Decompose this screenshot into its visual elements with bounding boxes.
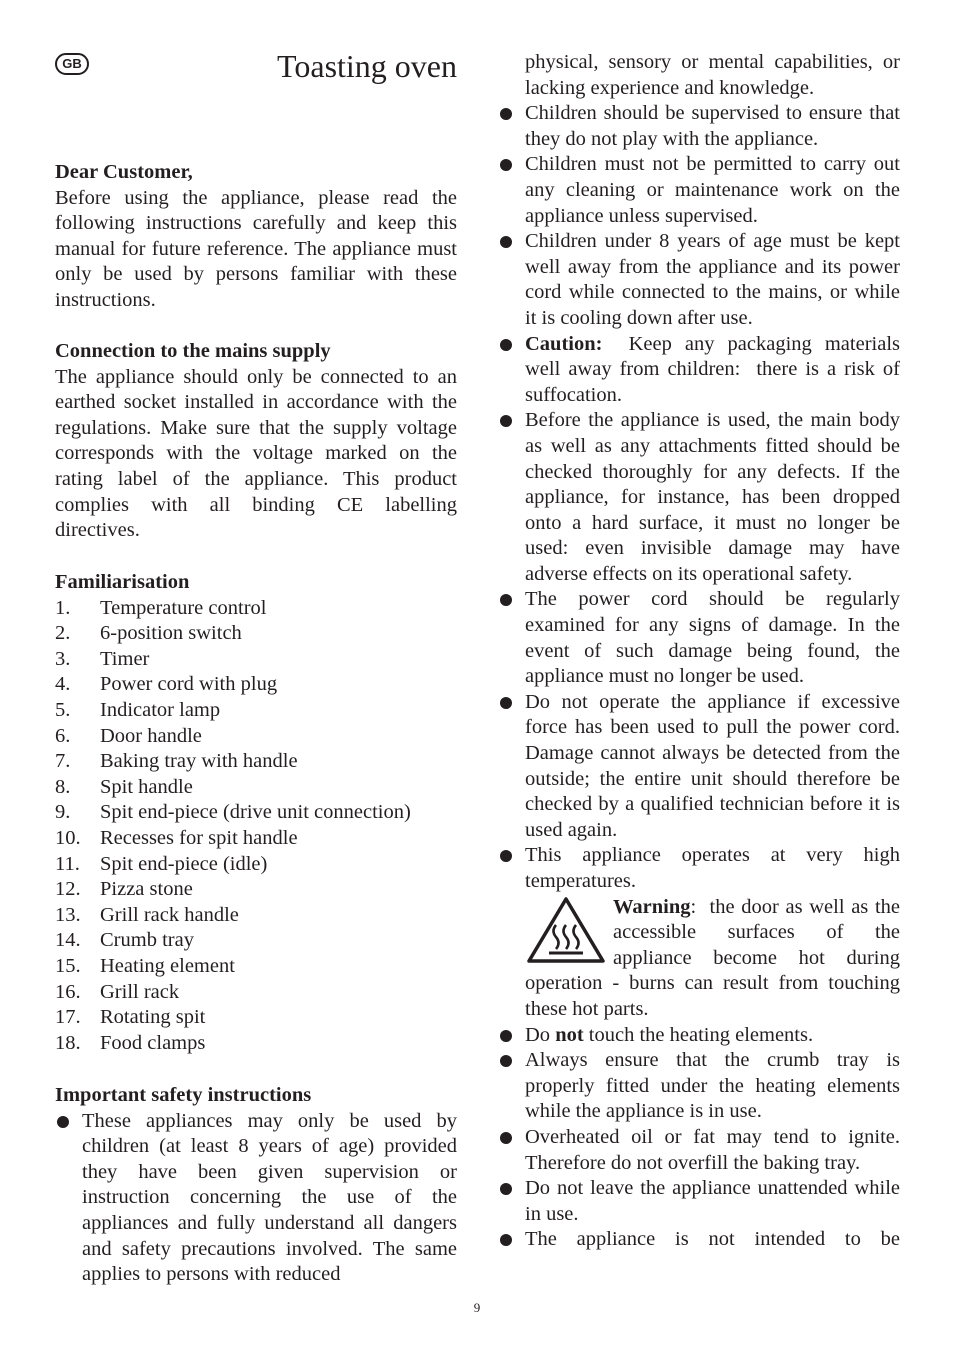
list-item xyxy=(55,877,457,903)
item-number: 6. xyxy=(55,724,71,747)
safety-bullet xyxy=(498,1125,900,1176)
item-number: 4. xyxy=(55,673,71,696)
item-label: Door handle xyxy=(100,724,202,747)
bullet-text: Children must not be permitted to carry out any cleaning or maintenance work on the appliance unless supervised. xyxy=(525,153,900,227)
item-number: 9. xyxy=(55,801,71,824)
safety-bullet xyxy=(498,101,900,152)
bullet-dot xyxy=(57,1116,69,1128)
item-number: 13. xyxy=(55,903,81,926)
list-item xyxy=(55,1031,457,1057)
item-number: 10. xyxy=(55,826,81,849)
page-title: Toasting oven xyxy=(277,48,457,84)
list-item xyxy=(55,596,457,622)
item-label: Spit end-piece (idle) xyxy=(100,852,268,875)
safety-bullet xyxy=(498,1176,900,1227)
intro-text: Before using the appliance, please read the following instructions carefully and keep this manual for future reference. The appliance must only be used by persons familiar with these instructions. xyxy=(55,186,457,311)
list-item xyxy=(55,698,457,724)
bullet-text: physical, sensory or mental capabilities, or lacking experience and knowledge. xyxy=(525,51,900,99)
bullet-dot xyxy=(500,697,512,709)
familiarisation-heading: Familiarisation xyxy=(55,571,190,593)
list-item xyxy=(55,826,457,852)
item-label: Spit end-piece (drive unit connection) xyxy=(100,801,411,824)
familiarisation-section xyxy=(55,570,457,1056)
item-label: Rotating spit xyxy=(100,1006,206,1029)
list-item xyxy=(55,852,457,878)
item-label: Pizza stone xyxy=(100,878,193,901)
item-label: Grill rack handle xyxy=(100,903,239,926)
bullet-dot xyxy=(500,1132,512,1144)
item-label: Crumb tray xyxy=(100,929,194,952)
list-item xyxy=(55,621,457,647)
bullet-dot xyxy=(500,850,512,862)
list-item xyxy=(55,775,457,801)
safety-bullet xyxy=(498,229,900,331)
item-label: Recesses for spit handle xyxy=(100,826,298,849)
item-label: Food clamps xyxy=(100,1031,206,1054)
bullet-text: These appliances may only be used by children (at least 8 years of age) provided they have been given supervision or instruction concerning the use of the appliances and fully understand all dangers and safety precautions involved. The same applies to persons with reduced xyxy=(82,1109,457,1286)
item-number: 18. xyxy=(55,1031,81,1054)
list-item xyxy=(55,1005,457,1031)
list-item xyxy=(55,724,457,750)
item-label: Heating element xyxy=(100,954,235,977)
item-number: 12. xyxy=(55,878,81,901)
bullet-dot xyxy=(500,1055,512,1067)
bullet-text: Do not operate the appliance if excessive force has been used to pull the power cord. Damage cannot always be detected from the outside; the entire unit should therefore be checked by a qualified technician before it is used again. xyxy=(525,690,900,841)
item-label: Baking tray with handle xyxy=(100,750,298,773)
bullet-text: touch the heating elements. xyxy=(583,1023,814,1046)
bullet-dot xyxy=(500,236,512,248)
item-label: Temperature control xyxy=(100,596,267,619)
list-item xyxy=(55,749,457,775)
bullet-dot xyxy=(500,159,512,171)
warning-label: Warning xyxy=(613,895,691,918)
safety-bullet xyxy=(498,332,906,409)
list-item xyxy=(55,647,457,673)
page-number: 9 xyxy=(473,1300,481,1315)
safety-bullet xyxy=(498,690,900,844)
bullet-text: Children should be supervised to ensure that they do not play with the appliance. xyxy=(525,102,900,150)
item-number: 3. xyxy=(55,647,71,670)
bullet-text: The power cord should be regularly examined for any signs of damage. In the event of such damage being found, the appliance must no longer be used. xyxy=(525,588,900,688)
mains-text: The appliance should only be connected to an earthed socket installed in accordance with the regulations. Make sure that the supply voltage corresponds with the voltage marked on the rating label of the appliance. This product complies with all binding CE labelling directives. xyxy=(55,365,457,542)
emphasis-not: not xyxy=(555,1023,584,1046)
safety-section xyxy=(55,1083,457,1288)
mains-section xyxy=(55,339,457,544)
list-item xyxy=(55,980,457,1006)
list-item xyxy=(55,903,457,929)
item-label: Grill rack xyxy=(100,980,180,1003)
safety-bullet xyxy=(498,1227,900,1253)
safety-heading: Important safety instructions xyxy=(55,1084,312,1106)
bullet-text: : the door as well as the accessible surfaces of the appliance become hot during operation - burns can result from touching these hot parts. xyxy=(525,895,906,1020)
caution-label: Caution: xyxy=(525,332,603,355)
item-number: 1. xyxy=(55,596,71,619)
item-number: 16. xyxy=(55,980,81,1003)
item-label: 6-position switch xyxy=(100,622,242,645)
item-number: 17. xyxy=(55,1006,81,1029)
intro-section xyxy=(55,160,457,314)
continued-text xyxy=(498,50,900,101)
item-number: 2. xyxy=(55,622,71,645)
item-label: Timer xyxy=(100,647,150,670)
intro-heading: Dear Customer, xyxy=(55,161,193,183)
language-badge: GB xyxy=(55,53,89,75)
bullet-dot xyxy=(500,1183,512,1195)
safety-continued xyxy=(498,50,906,1253)
safety-bullet xyxy=(498,1023,900,1049)
item-number: 5. xyxy=(55,698,71,721)
bullet-dot xyxy=(500,339,512,351)
item-label: Spit handle xyxy=(100,775,193,798)
item-number: 11. xyxy=(55,852,80,875)
bullet-text: The appliance is not intended to be xyxy=(525,1228,900,1251)
safety-bullet xyxy=(498,408,900,587)
safety-bullet xyxy=(55,1109,457,1288)
item-label: Indicator lamp xyxy=(100,698,221,721)
item-number: 8. xyxy=(55,775,71,798)
parts-list xyxy=(55,596,457,1057)
bullet-text: Do not leave the appliance unattended while in use. xyxy=(525,1177,900,1225)
bullet-dot xyxy=(500,108,512,120)
bullet-dot xyxy=(500,594,512,606)
bullet-text: Overheated oil or fat may tend to ignite. Therefore do not overfill the baking tray. xyxy=(525,1125,900,1174)
list-item xyxy=(55,928,457,954)
list-item xyxy=(55,954,457,980)
list-item xyxy=(55,800,457,826)
list-item xyxy=(55,672,457,698)
bullet-dot xyxy=(500,1030,512,1042)
bullet-dot xyxy=(500,1234,512,1246)
item-number: 15. xyxy=(55,954,81,977)
bullet-dot xyxy=(500,415,512,427)
bullet-text: Always ensure that the crumb tray is properly fitted under the heating elements while the appliance is in use. xyxy=(525,1049,900,1123)
hot-surface-warning-icon xyxy=(525,895,607,965)
bullet-text: Keep any packaging materials well away from children: there is a risk of suffocation. xyxy=(525,332,906,406)
safety-bullet xyxy=(498,843,900,894)
safety-bullet xyxy=(498,152,900,229)
safety-bullet xyxy=(498,587,900,689)
safety-bullet xyxy=(498,1048,900,1125)
bullet-text: Children under 8 years of age must be kept well away from the appliance and its power cord while connected to the mains, or while it is cooling down after use. xyxy=(525,230,900,329)
hot-surface-warning xyxy=(498,895,906,1023)
bullet-text: Before the appliance is used, the main body as well as any attachments fitted should be checked thoroughly for any defects. If the appliance, for instance, has been dropped onto a hard surface, it must no longer be used: even invisible damage may have adverse effects on its operational safety. xyxy=(525,409,900,585)
item-number: 14. xyxy=(55,929,81,952)
mains-heading: Connection to the mains supply xyxy=(55,340,331,362)
item-number: 7. xyxy=(55,750,71,773)
bullet-text: Do xyxy=(525,1023,556,1046)
item-label: Power cord with plug xyxy=(100,673,278,696)
bullet-text: This appliance operates at very high temperatures. xyxy=(525,844,900,892)
